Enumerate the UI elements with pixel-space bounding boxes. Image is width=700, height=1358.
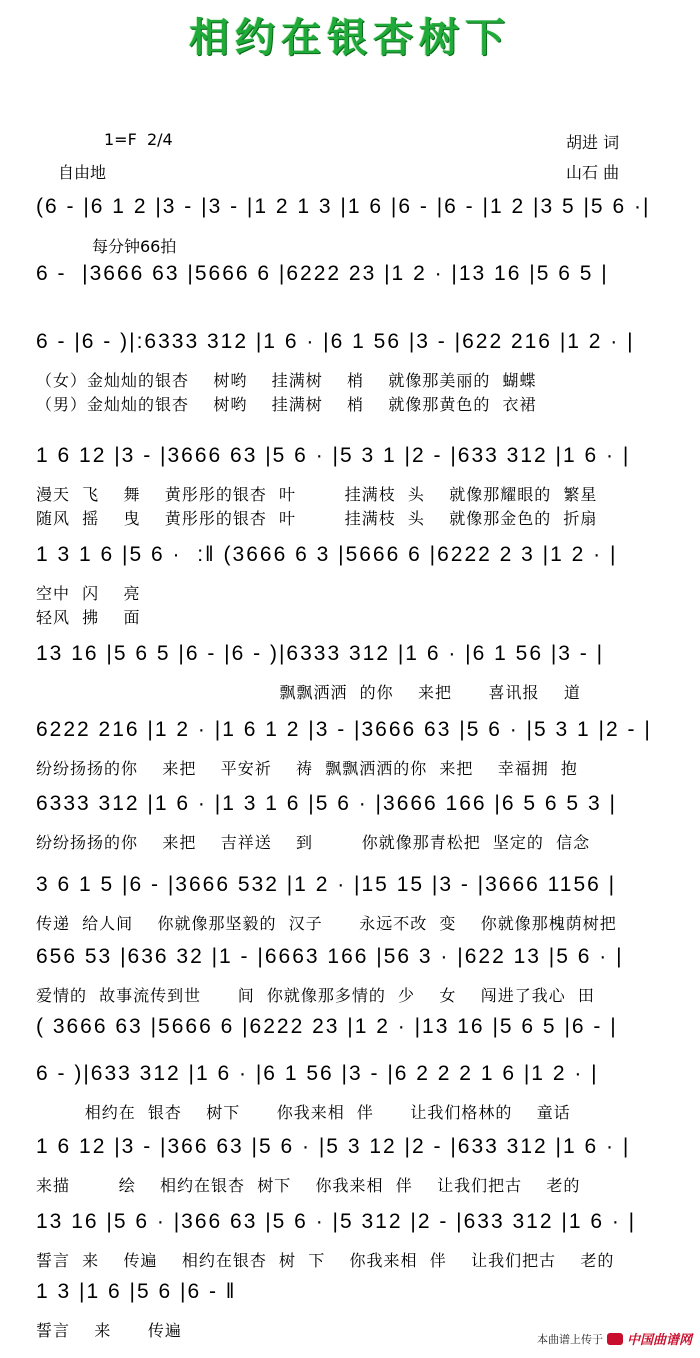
notation-line: 1 6 12 |3 - |366 63 |5 6 · |5 3 12 |2 - |633 312 |1 6 · | <box>36 1135 631 1158</box>
lyric-line: （女）金灿灿的银杏 树哟 挂满树 梢 就像那美丽的 蝴蝶 <box>36 371 537 390</box>
notation-line: 1 3 1 6 |5 6 · :‖ (3666 6 3 |5666 6 |6222 2 3 |1 2 · | <box>36 543 618 566</box>
notation-line: 6 - |6 - )|:6333 312 |1 6 · |6 1 56 |3 - |622 216 |1 2 · | <box>36 330 635 353</box>
notation-line: 6 - )|633 312 |1 6 · |6 1 56 |3 - |6 2 2 2 1 6 |1 2 · | <box>36 1062 599 1085</box>
notation-line: 1 3 |1 6 |5 6 |6 - ‖ <box>36 1280 237 1303</box>
notation-line: 656 53 |636 32 |1 - |6663 166 |56 3 · |622 13 |5 6 · | <box>36 945 624 968</box>
lyric-line: 誓言 来 传遍 相约在银杏 树 下 你我来相 伴 让我们把古 老的 <box>36 1251 615 1270</box>
notation-line: 6222 216 |1 2 · |1 6 1 2 |3 - |3666 63 |5 6 · |5 3 1 |2 - | <box>36 718 652 741</box>
notation-line: 6 - |3666 63 |5666 6 |6222 23 |1 2 · |13 16 |5 6 5 | <box>36 262 609 285</box>
lyric-line: 传递 给人间 你就像那坚毅的 汉子 永远不改 变 你就像那槐荫树把 <box>36 914 617 933</box>
footer-site: 中国曲谱网 <box>626 1333 692 1348</box>
notation-line: 1 6 12 |3 - |3666 63 |5 6 · |5 3 1 |2 - |633 312 |1 6 · | <box>36 444 631 467</box>
site-logo-icon <box>607 1333 623 1345</box>
notation-line: 13 16 |5 6 5 |6 - |6 - )|6333 312 |1 6 · |6 1 56 |3 - | <box>36 642 605 665</box>
footer <box>537 1329 692 1348</box>
notation-line: 13 16 |5 6 · |366 63 |5 6 · |5 312 |2 - |633 312 |1 6 · | <box>36 1210 637 1233</box>
lyric-line: （男）金灿灿的银杏 树哟 挂满树 梢 就像那黄色的 衣裙 <box>36 395 537 414</box>
lyric-line: 爱情的 故事流传到世 间 你就像那多情的 少 女 闯进了我心 田 <box>36 986 595 1005</box>
lyric-line: 空中 闪 亮 <box>36 584 141 603</box>
lyric-line: 飘飘洒洒 的你 来把 喜讯报 道 <box>36 683 581 702</box>
lyric-line: 来描 绘 相约在银杏 树下 你我来相 伴 让我们把古 老的 <box>36 1176 581 1195</box>
footer-text: 本曲谱上传于 <box>536 1332 603 1346</box>
notation-line: (6 - |6 1 2 |3 - |3 - |1 2 1 3 |1 6 |6 - |6 - |1 2 |3 5 |5 6 ·| <box>36 195 651 218</box>
notation-line: 6333 312 |1 6 · |1 3 1 6 |5 6 · |3666 166 |6 5 6 5 3 | <box>36 792 617 815</box>
notation-line: 3 6 1 5 |6 - |3666 532 |1 2 · |15 15 |3 - |3666 1156 | <box>36 873 617 896</box>
notation-line: ( 3666 63 |5666 6 |6222 23 |1 2 · |13 16 |5 6 5 |6 - | <box>36 1015 618 1038</box>
lyric-line: 纷纷扬扬的你 来把 平安祈 祷 飘飘洒洒的你 来把 幸福拥 抱 <box>36 759 578 778</box>
composer: 山石 曲 <box>566 163 620 182</box>
lyric-line: 轻风 拂 面 <box>36 608 141 627</box>
lyric-line: 随风 摇 曳 黄彤彤的银杏 叶 挂满枝 头 就像那金色的 折扇 <box>36 509 598 528</box>
key-signature: 1=F 2/4 <box>104 130 173 149</box>
lyric-line: 漫天 飞 舞 黄彤彤的银杏 叶 挂满枝 头 就像那耀眼的 繁星 <box>36 485 598 504</box>
song-title: 相约在银杏树下 <box>189 15 511 61</box>
lyric-line: 相约在 银杏 树下 你我来相 伴 让我们格林的 童话 <box>36 1103 571 1122</box>
lyricist: 胡进 词 <box>566 133 620 152</box>
lyric-line: 纷纷扬扬的你 来把 吉祥送 到 你就像那青松把 坚定的 信念 <box>36 833 591 852</box>
tempo-style: 自由地 <box>58 163 107 182</box>
tempo-mark: 每分钟66拍 <box>92 237 177 256</box>
lyric-line: 誓言 来 传遍 <box>36 1321 182 1340</box>
